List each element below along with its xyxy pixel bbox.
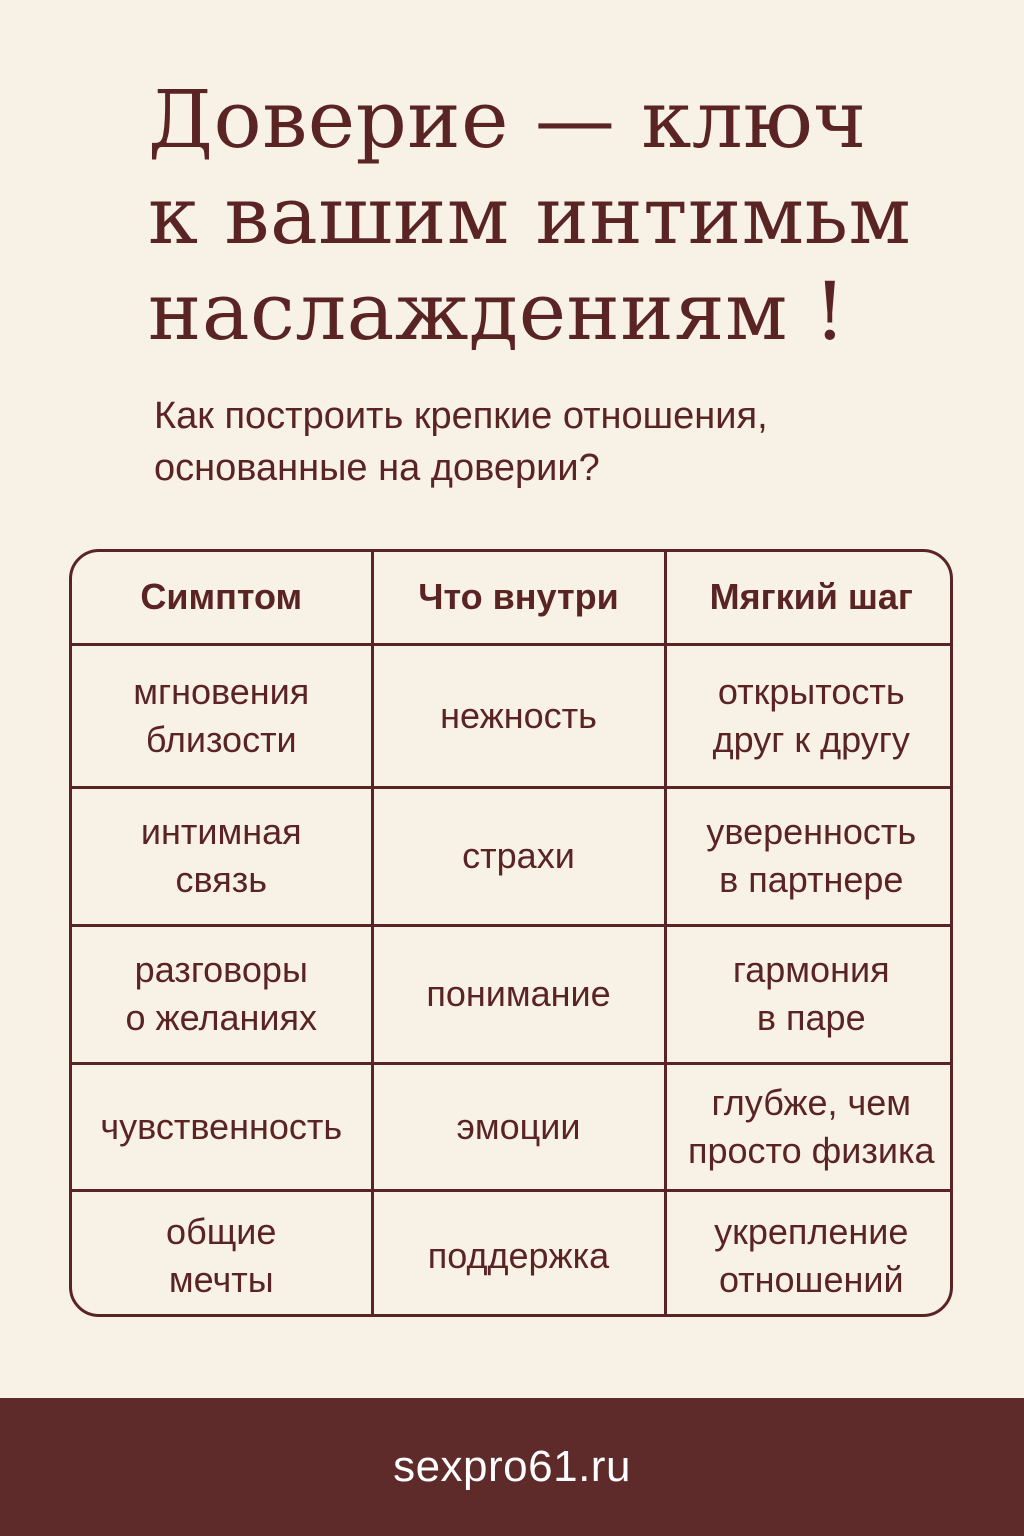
cell-line: эмоции	[456, 1105, 581, 1147]
cell-line: связь	[175, 859, 267, 900]
cell-symptom	[72, 787, 372, 925]
cell-line: страхи	[462, 835, 575, 876]
cell-soft-step	[665, 644, 953, 787]
title-line-3: наслаждениям !	[148, 265, 847, 358]
cell-symptom	[72, 925, 372, 1063]
table-row	[72, 644, 953, 787]
cell-line: отношений	[718, 1258, 904, 1300]
table-row	[72, 925, 953, 1063]
cell-line: общие	[166, 1210, 277, 1252]
cell-line: близости	[145, 718, 297, 760]
subtitle-line-1: Как построить крепкие отношения,	[154, 395, 768, 437]
title-line-1: Доверие — ключ	[148, 73, 867, 166]
info-table	[69, 549, 953, 1317]
table-row	[72, 1190, 953, 1317]
footer-bar	[0, 1398, 1024, 1536]
title-line-2: к вашим интимьм	[148, 169, 912, 262]
subtitle	[154, 390, 974, 494]
cell-soft-step	[665, 925, 953, 1063]
cell-line: гармония	[732, 949, 890, 990]
header-inside: Что внутри	[372, 552, 665, 644]
subtitle-line-2: основанные на доверии?	[154, 447, 600, 489]
cell-line: поддержка	[427, 1234, 610, 1276]
cell-line: понимание	[426, 973, 611, 1014]
cell-inside	[372, 925, 665, 1063]
cell-symptom	[72, 1063, 372, 1190]
table-row	[72, 1063, 953, 1190]
cell-line: мгновения	[133, 670, 310, 712]
cell-line: просто физика	[687, 1129, 935, 1171]
page-title	[148, 72, 968, 360]
cell-line: открытость	[717, 670, 905, 712]
website-link[interactable]: sexpro61.ru	[393, 1442, 631, 1491]
cell-inside	[372, 644, 665, 787]
cell-symptom	[72, 644, 372, 787]
cell-line: уверенность	[706, 811, 917, 852]
cell-line: интимная	[140, 811, 302, 852]
header-soft-step: Мягкий шаг	[665, 552, 953, 644]
info-table-grid	[72, 552, 953, 1317]
cell-line: в партнере	[719, 859, 904, 900]
cell-line: глубже, чем	[711, 1081, 912, 1123]
cell-line: в паре	[756, 997, 866, 1038]
cell-line: о желаниях	[125, 997, 317, 1038]
cell-inside	[372, 1190, 665, 1317]
cell-soft-step	[665, 1063, 953, 1190]
cell-line: укрепление	[714, 1210, 909, 1252]
cell-symptom	[72, 1190, 372, 1317]
table-header-row	[72, 552, 953, 644]
cell-soft-step	[665, 1190, 953, 1317]
cell-line: чувственность	[100, 1105, 343, 1147]
header-symptom: Симптом	[72, 552, 372, 644]
table-row	[72, 787, 953, 925]
cell-inside	[372, 787, 665, 925]
cell-line: друг к другу	[712, 718, 910, 760]
cell-soft-step	[665, 787, 953, 925]
cell-line: разговоры	[134, 949, 308, 990]
cell-inside	[372, 1063, 665, 1190]
cell-line: нежность	[440, 694, 597, 736]
cell-line: мечты	[168, 1258, 274, 1300]
